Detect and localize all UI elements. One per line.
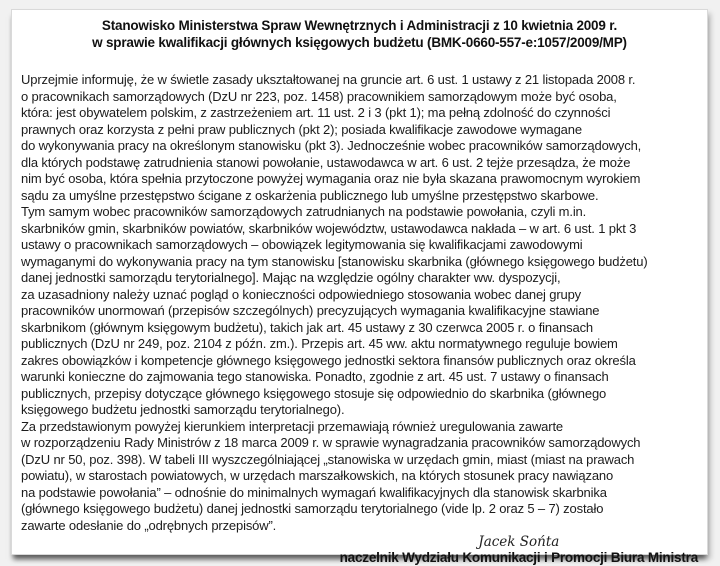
text-line: pracowników unormowań (przepisów szczególnych) precyzujących wymagania kwalifikacyjne stawiane <box>21 303 600 318</box>
document-page <box>11 9 708 565</box>
text-line: sądu za umyślne przestępstwo ścigane z oskarżenia publicznego lub umyślne przestępstwo skarbowe. <box>21 187 599 203</box>
text-line: księgowego budżetu jednostki samorządu terytorialnego). <box>21 402 345 417</box>
text-line: nim być osoba, która spełnia przytoczone powyżej wymagania oraz nie była skazana prawomocnym wyrokiem <box>21 171 641 186</box>
text-line: do wykonywania pracy na określonym stanowisku (pkt 3). Jednocześnie wobec pracowników samorządowych, <box>21 138 642 153</box>
text-line: prawnych oraz korzysta z pełni praw publicznych (pkt 2); posiada kwalifikacje zawodowe wymagane <box>21 121 582 137</box>
text-line: publicznych, przepisy dotyczące głównego księgowego stosuje się odpowiednio do skarbnika (głównego <box>21 385 607 401</box>
signature-block <box>340 535 698 566</box>
document-body <box>21 72 698 534</box>
text-line: wymaganymi do wykonywania pracy na tym stanowisku [stanowisku skarbnika (głównego księgowego budżetu) <box>21 253 648 269</box>
text-line: danej jednostki samorządu terytorialnego]. Mając na względzie ogólny charakter ww. dyspozycji, <box>21 270 561 285</box>
text-line: zakres obowiązków i kompetencje głównego księgowego jednostki sektora finansów publicznych oraz określa <box>21 352 636 368</box>
text-line: w rozporządzeniu Rady Ministrów z 18 marca 2009 r. w sprawie wynagradzania pracowników samorządowych <box>21 435 641 450</box>
signature-role: naczelnik Wydziału Komunikacji i Promocji Biura Ministra <box>339 550 698 565</box>
text-line: skarbnikom (głównym księgowym budżetu), takich jak art. 45 ustawy z 30 czerwca 2005 r. o finansach <box>21 319 594 335</box>
text-line: powiatu), w starostach powiatowych, w urzędach marszałkowskich, na których stosunek pracy nawiązano <box>21 468 614 483</box>
text-line: (DzU nr 50, poz. 398). W tabeli III wyszczególniającej „stanowiska w urzędach gmin, miast (miast na prawach <box>21 451 635 467</box>
text-line: publicznych (DzU nr 249, poz. 2104 z późn. zm.). Przepis art. 45 ww. aktu normatywnego reguluje bowiem <box>21 336 618 351</box>
text-line: Uprzejmie informuję, że w świetle zasady ukształtowanej na gruncie art. 6 ust. 1 ustawy z 21 listopada 2008 r. <box>21 72 636 87</box>
text-line: zawarte odesłanie do „odrębnych przepisów”. <box>21 517 277 533</box>
text-line: na podstawie powołania” – odnośnie do minimalnych wymagań kwalifikacyjnych dla stanowisk skarbnika <box>21 484 607 500</box>
text-line: ustawy o pracownikach samorządowych – obowiązek legitymowania się kwalifikacjami zawodowymi <box>21 237 583 252</box>
text-line: która: jest obywatelem polskim, z zastrzeżeniem art. 11 ust. 2 i 3 (pkt 1); ma pełną zdolność do czynności <box>21 105 611 120</box>
document-title <box>21 17 698 51</box>
text-line: Za przedstawionym powyżej kierunkiem interpretacji przemawiają również uregulowania zawarte <box>21 418 563 434</box>
text-line: (głównego księgowego budżetu) danej jednostki samorządu terytorialnego (vide lp. 2 oraz 5 – 7) zostało <box>21 501 604 516</box>
signature-name: Jacek Sońta <box>478 534 560 550</box>
text-line: o pracownikach samorządowych (DzU nr 223, poz. 1458) pracownikiem samorządowym może być osoba, <box>21 88 617 104</box>
text-line: w sprawie kwalifikacji głównych księgowych budżetu (BMK-0660-557-e:1057/2009/MP) <box>92 35 627 50</box>
text-line: skarbników gmin, skarbników powiatów, skarbników województw, ustawodawca nakłada – w art. 6 ust. 1 pkt 3 <box>21 220 637 236</box>
text-line: warunki konieczne do zajmowania tego stanowiska. Ponadto, zgodnie z art. 45 ust. 7 ustawy o finansach <box>21 369 609 384</box>
text-line: za uzasadniony należy uznać pogląd o konieczności odpowiedniego stosowania wobec danej grupy <box>21 286 582 302</box>
text-line: Tym samym wobec pracowników samorządowych zatrudnianych na podstawie powołania, czyli m.in. <box>21 204 587 219</box>
text-line: Stanowisko Ministerstwa Spraw Wewnętrznych i Administracji z 10 kwietnia 2009 r. <box>101 18 618 33</box>
text-line: dla których podstawę zatrudnienia stanowi powołanie, ustawodawca w art. 6 ust. 2 tejże przesądza, że może <box>21 154 631 170</box>
